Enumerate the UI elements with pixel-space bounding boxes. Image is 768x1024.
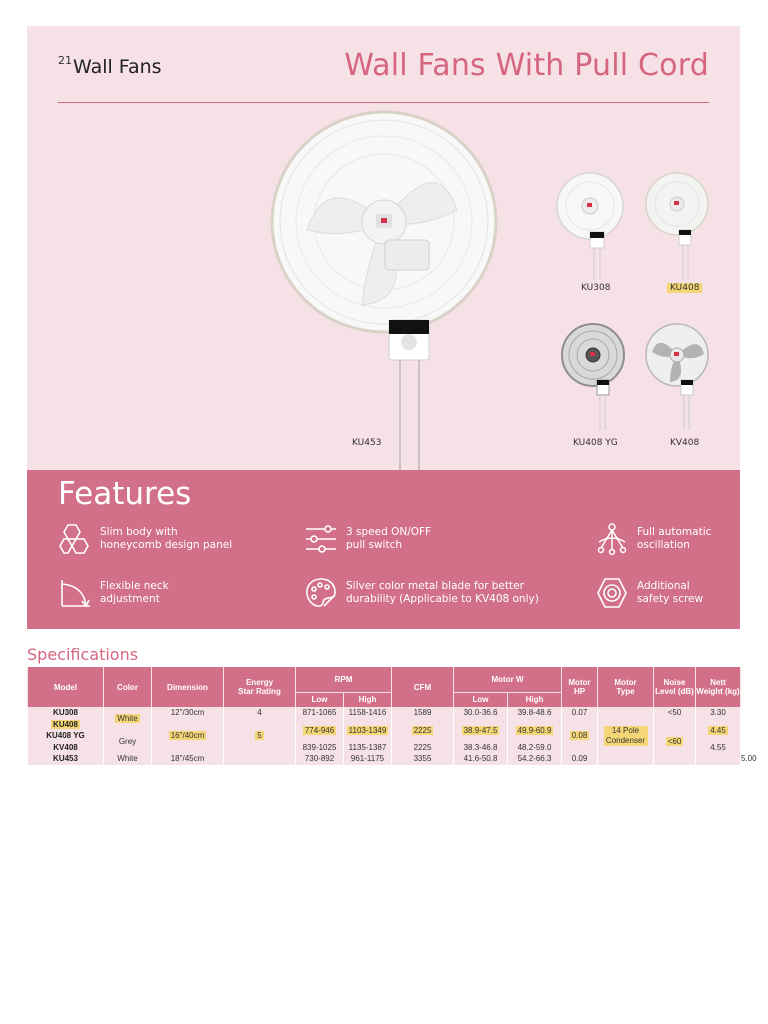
fan-image-ku453 bbox=[267, 110, 502, 470]
feature-text: Silver color metal blade for better durability (Applicable to KV408 only) bbox=[346, 580, 539, 605]
cell-cfm bbox=[392, 719, 454, 742]
cell-model: KV408 bbox=[28, 742, 104, 754]
feature-item bbox=[304, 576, 539, 610]
feature-item bbox=[304, 522, 431, 556]
col-header-rpm-high: High bbox=[344, 692, 392, 707]
fan-label-ku408-yg: KU408 YG bbox=[573, 438, 618, 448]
cell-hp-value: 0.08 bbox=[571, 731, 588, 741]
page-number: 21 bbox=[58, 54, 72, 67]
cell-w-low bbox=[454, 719, 508, 742]
cell-cfm: 1589 bbox=[392, 707, 454, 719]
col-header-weight: Nett Weight (kg) bbox=[696, 667, 741, 707]
col-header-motor-type: Motor Type bbox=[598, 667, 654, 707]
product-hero-panel bbox=[27, 26, 740, 470]
cell-hp bbox=[562, 719, 598, 754]
fan-label-ku453: KU453 bbox=[352, 438, 382, 448]
col-header-cfm: CFM bbox=[392, 667, 454, 707]
feature-item bbox=[58, 522, 232, 556]
honeycomb-icon bbox=[58, 522, 92, 556]
feature-text: 3 speed ON/OFF pull switch bbox=[346, 526, 432, 551]
cell-energy-value: 5 bbox=[257, 731, 262, 741]
speed-sliders-icon bbox=[304, 522, 338, 556]
specifications-heading: Specifications bbox=[27, 645, 139, 664]
cell-w-high-value: 49.9-60.9 bbox=[517, 725, 552, 735]
cell-rpm-low: 730-892 bbox=[296, 753, 344, 765]
cell-w-low: 41.6-50.8 bbox=[454, 753, 508, 765]
cell-w-low: 38.3-46.8 bbox=[454, 742, 508, 754]
fan-image-ku308 bbox=[552, 172, 628, 282]
fan-label-kv408: KV408 bbox=[670, 438, 700, 448]
cell-dimension bbox=[152, 719, 224, 754]
col-header-model: Model bbox=[28, 667, 104, 707]
col-header-color: Color bbox=[104, 667, 152, 707]
oscillation-icon bbox=[595, 522, 629, 556]
cell-noise: <50 bbox=[654, 707, 696, 719]
cell-model bbox=[28, 719, 104, 731]
cell-noise bbox=[654, 719, 696, 765]
cell-cfm-value: 2225 bbox=[413, 725, 432, 735]
neck-adjustment-icon bbox=[58, 576, 92, 610]
col-header-dimension: Dimension bbox=[152, 667, 224, 707]
cell-rpm-high: 961-1175 bbox=[344, 753, 392, 765]
safety-screw-icon bbox=[595, 576, 629, 610]
feature-item bbox=[595, 522, 711, 556]
cell-rpm-low-value: 774-946 bbox=[304, 725, 335, 735]
cell-color: White bbox=[104, 753, 152, 765]
cell-motor-type bbox=[598, 707, 654, 765]
cell-weight: 3.30 bbox=[696, 707, 741, 719]
col-header-noise: Noise Level (dB) bbox=[654, 667, 696, 707]
cell-w-low-value: 38.9-47.5 bbox=[463, 725, 498, 735]
palette-icon bbox=[304, 576, 338, 610]
cell-cfm: 2225 bbox=[392, 742, 454, 754]
col-header-motor-w: Motor W bbox=[454, 667, 562, 692]
cell-dimension-value: 16"/40cm bbox=[170, 731, 205, 741]
specifications-table bbox=[27, 667, 757, 765]
cell-dimension: 12"/30cm bbox=[152, 707, 224, 719]
cell-w-high: 39.8-48.6 bbox=[508, 707, 562, 719]
col-header-rpm-low: Low bbox=[296, 692, 344, 707]
feature-item bbox=[595, 576, 703, 610]
fan-label-ku308: KU308 bbox=[581, 283, 611, 293]
cell-energy bbox=[224, 719, 296, 754]
cell-rpm-high: 1135-1387 bbox=[344, 742, 392, 754]
col-header-w-low: Low bbox=[454, 692, 508, 707]
section-name: Wall Fans bbox=[73, 56, 162, 78]
cell-rpm-low bbox=[296, 719, 344, 742]
feature-text: Additional safety screw bbox=[637, 580, 704, 605]
title-divider bbox=[58, 102, 709, 103]
cell-hp: 0.09 bbox=[562, 753, 598, 765]
cell-rpm-low: 871-1065 bbox=[296, 707, 344, 719]
cell-weight-value: 4.45 bbox=[710, 725, 726, 735]
cell-w-low: 30.0-36.6 bbox=[454, 707, 508, 719]
cell-weight bbox=[696, 719, 741, 742]
cell-motor-type-value: 14 Pole Condenser bbox=[604, 726, 648, 746]
feature-text: Slim body with honeycomb design panel bbox=[100, 526, 233, 551]
cell-color-value: White bbox=[117, 714, 138, 723]
cell-model: KU308 bbox=[28, 707, 104, 719]
cell-noise-value: <60 bbox=[667, 737, 682, 746]
cell-rpm-high: 1158-1416 bbox=[344, 707, 392, 719]
feature-item bbox=[58, 576, 169, 610]
col-header-energy: Energy Star Rating bbox=[224, 667, 296, 707]
fan-image-kv408 bbox=[644, 322, 710, 432]
cell-noise bbox=[696, 753, 741, 765]
cell-cfm: 3355 bbox=[392, 753, 454, 765]
cell-rpm-high bbox=[344, 719, 392, 742]
fan-label-ku408: KU408 bbox=[667, 283, 702, 293]
cell-weight: 4.55 bbox=[696, 742, 741, 754]
features-panel bbox=[27, 470, 740, 629]
cell-rpm-high-value: 1103-1349 bbox=[348, 725, 387, 735]
fan-image-ku408-yg bbox=[560, 322, 626, 432]
cell-model: KU408 YG bbox=[28, 730, 104, 742]
cell-hp: 0.07 bbox=[562, 707, 598, 719]
cell-rpm-low: 839-1025 bbox=[296, 742, 344, 754]
cell-w-high: 48.2-59.0 bbox=[508, 742, 562, 754]
col-header-w-high: High bbox=[508, 692, 562, 707]
feature-text: Full automatic oscillation bbox=[637, 526, 712, 551]
table-row bbox=[28, 707, 741, 719]
col-header-motor-hp: Motor HP bbox=[562, 667, 598, 707]
cell-color bbox=[104, 707, 152, 730]
page-title: Wall Fans With Pull Cord bbox=[344, 48, 709, 83]
table-row: KU453 White 18"/45cm 730-892 961-1175 3355 41.6-50.8 54.2-66.3 0.09 5.00 bbox=[28, 753, 741, 765]
cell-energy: 4 bbox=[224, 707, 296, 719]
cell-w-high: 54.2-66.3 bbox=[508, 753, 562, 765]
cell-model-value: KU408 bbox=[53, 719, 78, 729]
cell-color: Grey bbox=[104, 730, 152, 753]
cell-model: KU453 bbox=[28, 753, 104, 765]
features-heading: Features bbox=[58, 476, 192, 512]
cell-energy bbox=[224, 753, 296, 765]
fan-image-ku408 bbox=[642, 172, 712, 282]
col-header-rpm: RPM bbox=[296, 667, 392, 692]
cell-dimension: 18"/45cm bbox=[152, 753, 224, 765]
cell-w-high bbox=[508, 719, 562, 742]
feature-text: Flexible neck adjustment bbox=[100, 580, 169, 605]
